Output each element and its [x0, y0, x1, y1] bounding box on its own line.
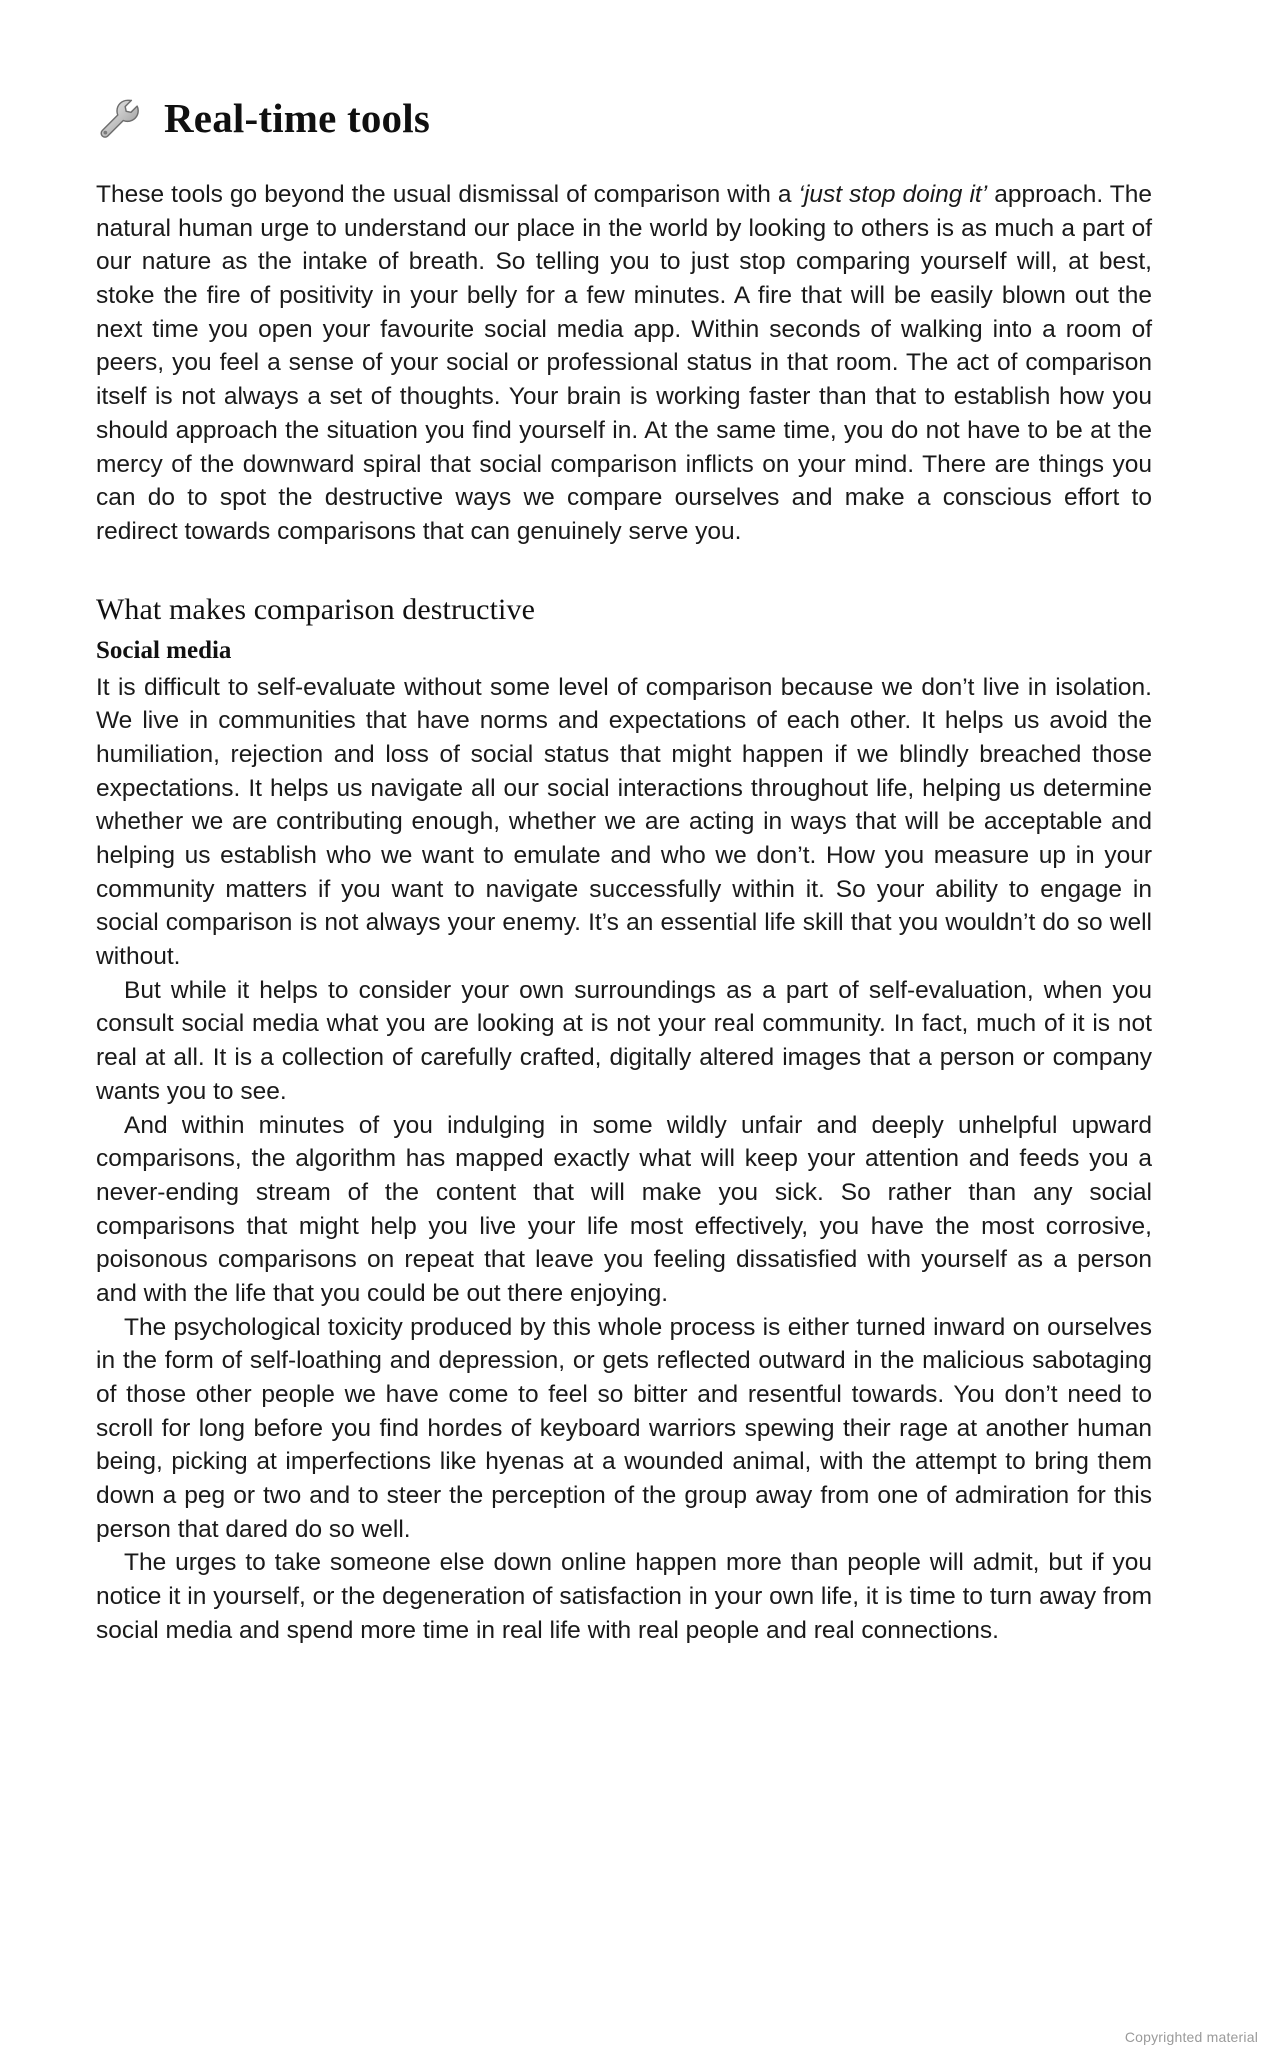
- lead-paragraph: [96, 178, 1152, 549]
- chapter-header: [96, 96, 1152, 142]
- copyright-notice: Copyrighted material: [1124, 2029, 1258, 2045]
- chapter-title: Real-time tools: [164, 95, 430, 142]
- subsection-heading: Social media: [96, 636, 232, 664]
- section-heading: What makes comparison destructive: [96, 592, 535, 626]
- wrench-icon: [96, 96, 142, 142]
- lead-text-after: approach. The natural human urge to understand our place in the world by looking to others is as much a part of our nature as the intake of breath. So telling you to just stop comparing yourself will, at best, stoke the fire of positivity in your belly for a few minutes. A fire that will be easily blown out the next time you open your favourite social media app. Within seconds of walking into a room of peers, you feel a sense of your social or professional status in that room. The act of comparison itself is not always a set of thoughts. Your brain is working faster than that to establish how you should approach the situation you find yourself in. At the same time, you do not have to be at the mercy of the downward spiral that social comparison inflicts on your mind. There are things you can do to spot the destructive ways we compare ourselves and make a conscious effort to redirect towards comparisons that can genuinely serve you.: [96, 181, 1152, 545]
- lead-quote: ‘just stop doing it’: [798, 181, 988, 208]
- body-paragraph-2: But while it helps to consider your own surroundings as a part of self-evaluation, when you consult social media what you are looking at is not your real community. In fact, much of it is not real at all. It is a collection of carefully crafted, digitally altered images that a person or company wants you to see.: [96, 976, 1152, 1105]
- body-paragraph-5: The urges to take someone else down online happen more than people will admit, but if you notice it in yourself, or the degeneration of satisfaction in your own life, it is time to turn away from social media and spend more time in real life with real people and real connections.: [96, 1549, 1152, 1644]
- lead-text-before: These tools go beyond the usual dismissal of comparison with a: [96, 181, 799, 208]
- body-paragraph-4: The psychological toxicity produced by this whole process is either turned inward on ourselves in the form of self-loathing and depression, or gets reflected outward in the malicious sabotaging of those other people we have come to feel so bitter and resentful towards. You don’t need to scroll for long before you find hordes of keyboard warriors spewing their rage at another human being, picking at imperfections like hyenas at a wounded animal, with the attempt to bring them down a peg or two and to steer the perception of the group away from one of admiration for this person that dared do so well.: [96, 1313, 1152, 1543]
- body-paragraph-3: And within minutes of you indulging in some wildly unfair and deeply unhelpful upward comparisons, the algorithm has mapped exactly what will keep your attention and feeds you a never-ending stream of the content that will make you sick. So rather than any social comparisons that might help you live your life most effectively, you have the most corrosive, poisonous comparisons on repeat that leave you feeling dissatisfied with yourself as a person and with the life that you could be out there enjoying.: [96, 1111, 1152, 1307]
- body-paragraph-1: It is difficult to self-evaluate without some level of comparison because we don’t live in isolation. We live in communities that have norms and expectations of each other. It helps us avoid the humiliation, rejection and loss of social status that might happen if we blindly breached those expectations. It helps us navigate all our social interactions throughout life, helping us determine whether we are contributing enough, whether we are acting in ways that will be acceptable and helping us establish who we want to emulate and who we don’t. How you measure up in your community matters if you want to navigate successfully within it. So your ability to engage in social comparison is not always your enemy. It’s an essential life skill that you wouldn’t do so well without.: [96, 673, 1152, 971]
